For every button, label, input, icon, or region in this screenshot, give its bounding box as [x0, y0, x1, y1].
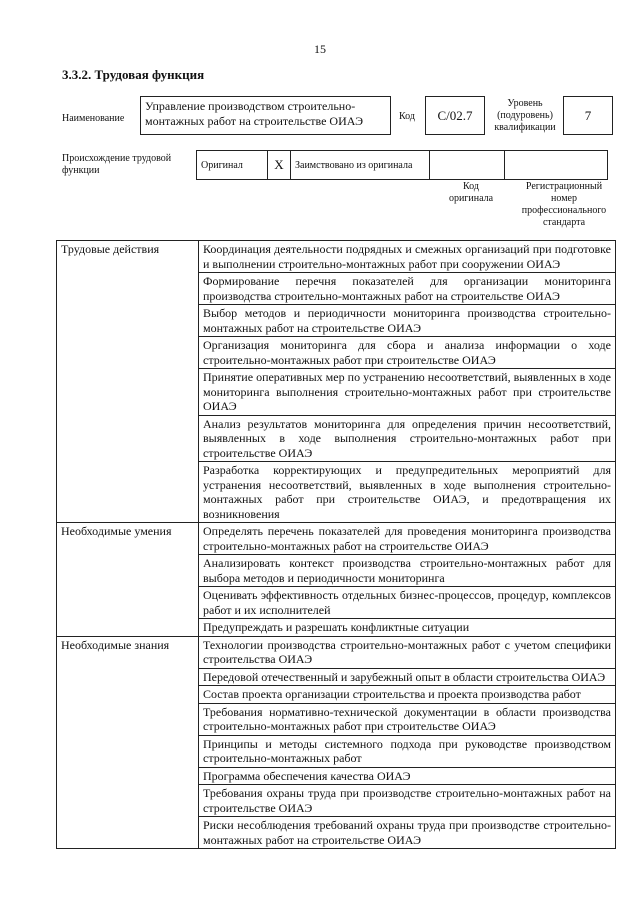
name-label: Наименование	[62, 113, 125, 124]
list-item: Разработка корректирующих и предупредительных мероприятий для устранения несоответствий, выявленных в ходе выполнения строительно-монтажных работ при строительстве ОИАЭ, и предотвращения их возникновения	[199, 462, 616, 523]
category-cell	[57, 636, 199, 849]
list-item: Риски несоблюдения требований охраны труда при производстве строительно-монтажных работ на строительстве ОИАЭ	[199, 817, 616, 849]
list-item: Оценивать эффективность отдельных бизнес-процессов, процедур, комплексов работ и их исполнителей	[199, 587, 616, 619]
category-cell	[57, 241, 199, 523]
page-number: 15	[314, 42, 326, 56]
list-item: Передовой отечественный и зарубежный опыт в области строительства ОИАЭ	[199, 668, 616, 686]
registration-caption-line-3: профессионального	[521, 205, 607, 216]
code-label: Код	[399, 111, 415, 122]
list-item: Программа обеспечения качества ОИАЭ	[199, 767, 616, 785]
table-row	[57, 523, 616, 555]
list-item: Выбор методов и периодичности мониторинга производства строительно-монтажных работ на строительстве ОИАЭ	[199, 305, 616, 337]
level-box	[563, 96, 613, 135]
registration-caption-line-1: Регистрационный	[525, 181, 603, 192]
code-value: C/02.7	[437, 107, 473, 123]
level-value: 7	[584, 107, 592, 123]
table-row	[57, 241, 616, 273]
code-box	[425, 96, 485, 135]
original-code-caption-line-2: оригинала	[448, 193, 494, 204]
level-label-line-1: Уровень	[507, 98, 543, 109]
registration-number-cell	[505, 151, 608, 180]
function-name-value: Управление производством строительно-монтажных работ на строительстве ОИАЭ	[145, 99, 364, 128]
origin-label-line-2: функции	[62, 165, 100, 176]
list-item: Принципы и методы системного подхода при руководстве производством строительно-монтажных работ	[199, 735, 616, 767]
original-code-caption	[434, 181, 508, 205]
category-title: Трудовые действия	[61, 242, 160, 256]
category-title: Необходимые умения	[61, 524, 172, 538]
original-code-cell	[430, 151, 505, 180]
original-label: Оригинал	[201, 159, 243, 171]
list-item: Требования охраны труда при производстве строительно-монтажных работ на строительстве ОИАЭ	[199, 785, 616, 817]
registration-caption-line-2: номер	[551, 193, 577, 204]
registration-number-caption	[512, 181, 616, 229]
level-label-line-3: квалификации	[494, 122, 556, 133]
list-item: Состав проекта организации строительства и проекта производства работ	[199, 686, 616, 704]
borrowed-cell	[291, 151, 430, 180]
original-mark: X	[274, 157, 284, 172]
list-item: Формирование перечня показателей для организации мониторинга производства строительно-монтажных работ на строительстве ОИАЭ	[199, 273, 616, 305]
function-name-box	[140, 96, 391, 135]
original-code-caption-line-1: Код	[463, 181, 479, 192]
original-cell	[197, 151, 268, 180]
origin-label	[62, 153, 192, 177]
original-mark-cell	[268, 151, 291, 180]
list-item: Организация мониторинга для сбора и анализа информации о ходе строительно-монтажных работ при строительстве ОИАЭ	[199, 337, 616, 369]
category-cell	[57, 523, 199, 637]
table-row	[57, 636, 616, 668]
level-label-line-2: (подуровень)	[497, 110, 553, 121]
section-title: 3.3.2. Трудовая функция	[62, 67, 205, 82]
list-item: Координация деятельности подрядных и смежных организаций при подготовке и выполнении строительно-монтажных работ при сооружении ОИАЭ	[199, 241, 616, 273]
borrowed-label: Заимствовано из оригинала	[295, 159, 413, 171]
registration-caption-line-4: стандарта	[542, 217, 586, 228]
category-title: Необходимые знания	[61, 637, 170, 652]
list-item: Принятие оперативных мер по устранению несоответствий, выявленных в ходе мониторинга выполнения строительно-монтажных работ при строительстве ОИАЭ	[199, 369, 616, 416]
list-item: Требования нормативно-технической документации в области производства строительно-монтажных работ при строительстве ОИАЭ	[199, 703, 616, 735]
list-item: Анализ результатов мониторинга для определения причин несоответствий, выявленных в ходе выполнения строительно-монтажных работ при строительстве ОИАЭ	[199, 415, 616, 462]
work-function-table	[56, 240, 616, 849]
level-label	[489, 98, 561, 134]
list-item: Определять перечень показателей для проведения мониторинга производства строительно-монтажных работ на строительстве ОИАЭ	[199, 523, 616, 555]
list-item: Технологии производства строительно-монтажных работ с учетом специфики строительства ОИАЭ	[199, 636, 616, 668]
list-item: Предупреждать и разрешать конфликтные ситуации	[199, 619, 616, 637]
origin-label-line-1: Происхождение трудовой	[62, 153, 172, 164]
origin-table	[196, 150, 608, 180]
list-item: Анализировать контекст производства строительно-монтажных работ для выбора методов и периодичности мониторинга	[199, 555, 616, 587]
